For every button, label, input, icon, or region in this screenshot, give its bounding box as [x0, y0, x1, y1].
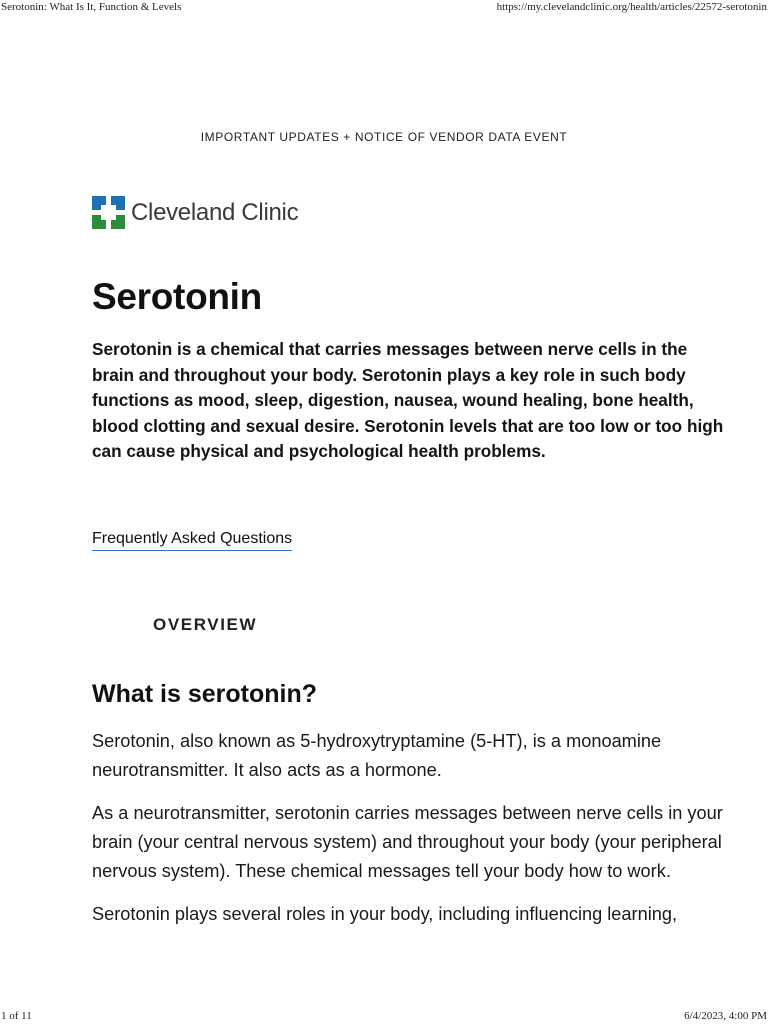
faq-link[interactable]: Frequently Asked Questions [92, 530, 292, 551]
section-label-overview: OVERVIEW [153, 615, 258, 634]
print-page-title: Serotonin: What Is It, Function & Levels [1, 1, 182, 13]
cleveland-clinic-cross-logo-icon [92, 196, 125, 229]
print-datetime: 6/4/2023, 4:00 PM [684, 1010, 767, 1022]
cleveland-clinic-logo[interactable] [92, 196, 298, 229]
section-heading: What is serotonin? [92, 680, 317, 708]
print-header [0, 1, 768, 13]
paragraph-2: As a neurotransmitter, serotonin carries messages between nerve cells in your brain (your central nervous system) and throughout your body (your peripheral nervous system). These chemical messages tell your body how to work. [92, 803, 723, 881]
article-intro: Serotonin is a chemical that carries messages between nerve cells in the brain and throughout your body. Serotonin plays a key role in such body functions as mood, sleep, digestion, nausea, wound healing, bone health, blood clotting and sexual desire. Serotonin levels that are too low or too high can cause physical and psychological health problems. [92, 339, 724, 461]
page-number: 1 of 11 [1, 1010, 32, 1022]
notice-banner-link[interactable]: IMPORTANT UPDATES + NOTICE OF VENDOR DATA EVENT [200, 130, 568, 144]
print-footer [0, 1010, 768, 1022]
logo-text: Cleveland Clinic [131, 198, 299, 226]
page-title: Serotonin [92, 276, 262, 317]
paragraph-3: Serotonin plays several roles in your body, including influencing learning, [92, 904, 678, 924]
paragraph-1: Serotonin, also known as 5-hydroxytryptamine (5-HT), is a monoamine neurotransmitter. It also acts as a hormone. [92, 731, 662, 780]
print-page-url: https://my.clevelandclinic.org/health/articles/22572-serotonin [496, 1, 767, 13]
